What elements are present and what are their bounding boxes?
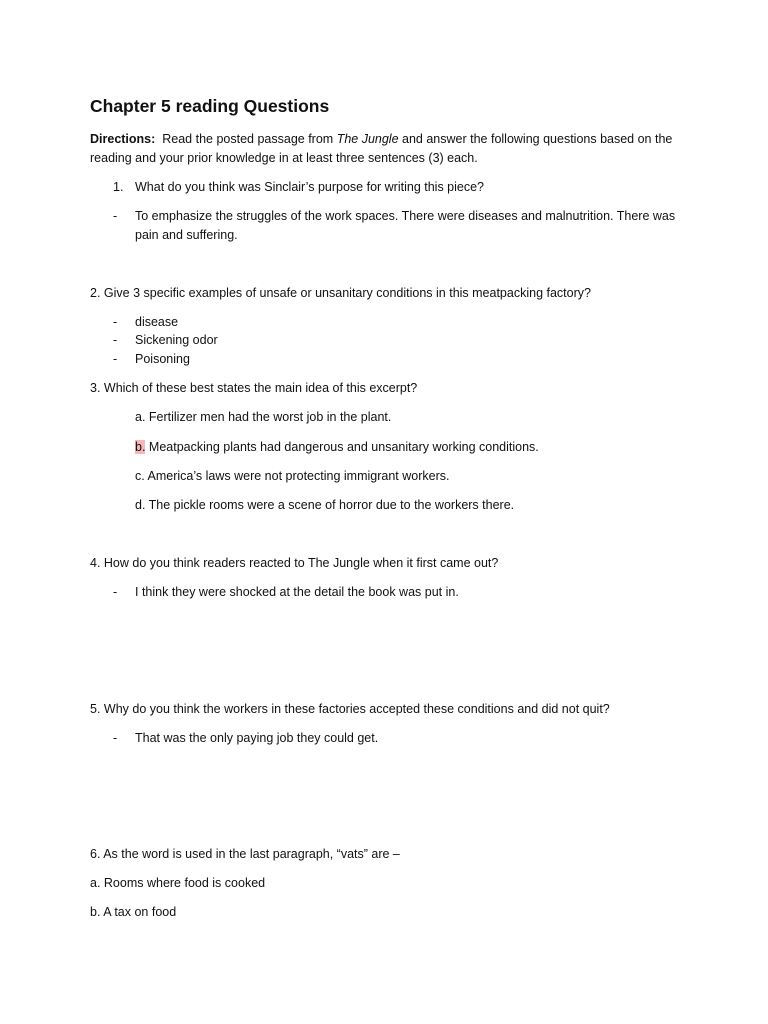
q6-option-a: a. Rooms where food is cooked [90,876,266,890]
q5-answer: That was the only paying job they could get. [135,731,379,745]
q2-bullet-3: - [113,352,118,366]
q5-question: 5. Why do you think the workers in these factories accepted these conditions and did not quit? [90,702,610,716]
q4-question: 4. How do you think readers reacted to The Jungle when it first came out? [90,556,499,570]
q1-bullet: - [113,209,118,223]
directions-label: Directions: [90,132,156,146]
q3-selected-answer-highlight: b. [135,440,146,454]
q2-bullet-1: - [113,315,118,329]
q3-option-a: a. Fertilizer men had the worst job in the plant. [135,410,392,424]
q6-option-b: b. A tax on food [90,905,177,919]
q4-bullet: - [113,585,118,599]
directions-line-2: reading and your prior knowledge in at least three sentences (3) each. [90,151,478,165]
page-title: Chapter 5 reading Questions [90,96,330,116]
q1-number: 1. [113,180,124,194]
directions-line-1 [90,131,672,147]
q5-bullet: - [113,731,118,745]
q6-question: 6. As the word is used in the last paragraph, “vats” are – [90,847,400,861]
q3-option-b-text: Meatpacking plants had dangerous and unsanitary working conditions. [148,440,539,454]
q3-option-c: c. America’s laws were not protecting immigrant workers. [135,469,450,483]
book-title: The Jungle [336,132,399,146]
q3-option-b [135,439,539,455]
q2-answer-1: disease [135,315,179,329]
directions-text-before: Read the posted passage from [162,132,334,146]
q3-option-d: d. The pickle rooms were a scene of horror due to the workers there. [135,498,515,512]
directions-text-after: and answer the following questions based on the [402,132,673,146]
q1-answer-line-1: To emphasize the struggles of the work spaces. There were diseases and malnutrition. There was [135,209,676,223]
q3-question: 3. Which of these best states the main idea of this excerpt? [90,381,418,395]
q2-answer-2: Sickening odor [135,333,218,347]
q2-question: 2. Give 3 specific examples of unsafe or unsanitary conditions in this meatpacking factory? [90,286,591,300]
q2-answer-3: Poisoning [135,352,190,366]
q2-bullet-2: - [113,333,118,347]
q1-answer-line-2: pain and suffering. [135,228,238,242]
q1-question: What do you think was Sinclair’s purpose for writing this piece? [135,180,485,194]
q4-answer: I think they were shocked at the detail the book was put in. [135,585,459,599]
